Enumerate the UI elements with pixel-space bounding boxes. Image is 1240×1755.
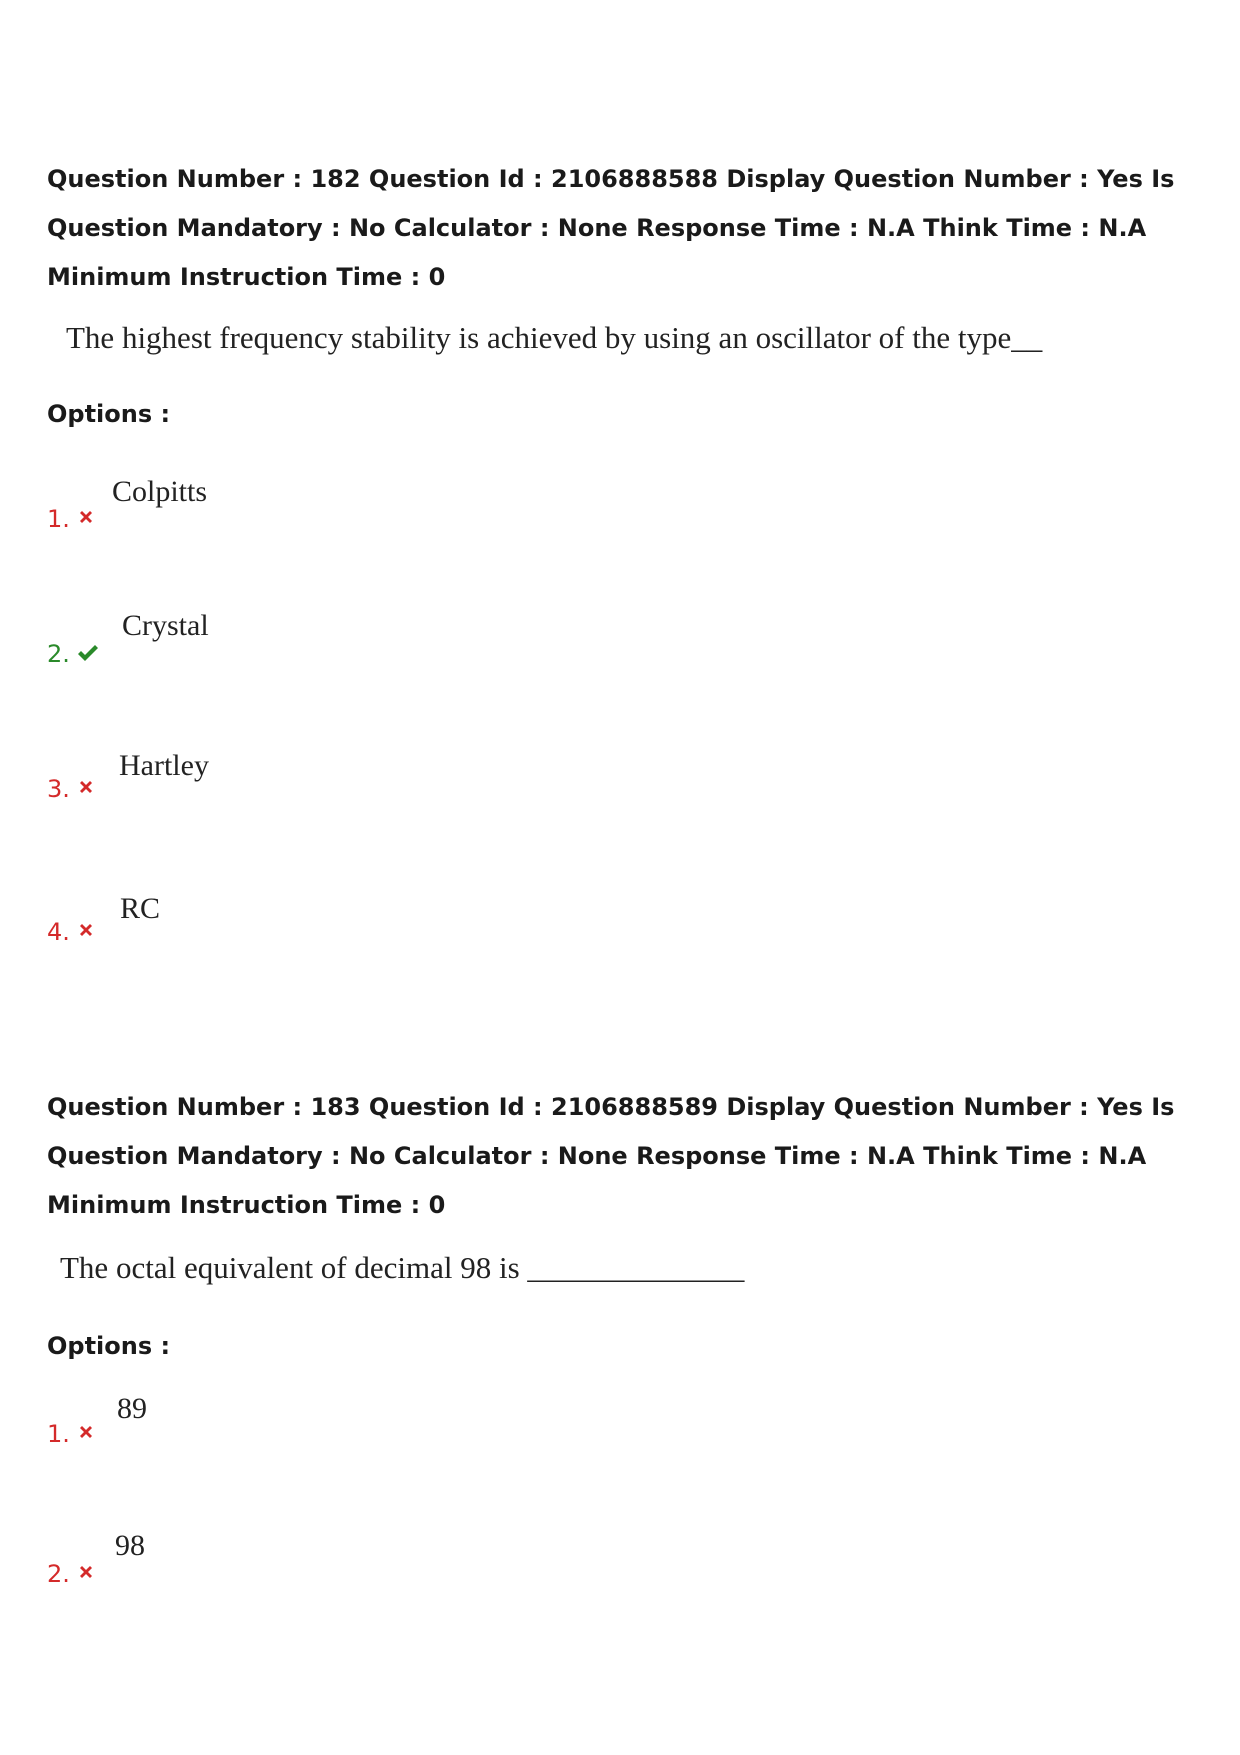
option-text: RC	[120, 892, 161, 925]
question-183-text: The octal equivalent of decimal 98 is ______________	[60, 1250, 745, 1285]
check-icon	[77, 643, 99, 663]
question-183-option-1	[47, 1392, 647, 1475]
question-182-header: Question Number : 182 Question Id : 2106888588 Display Question Number : Yes Is Question Mandatory : No Calculator : None Response Time : N.A Think Time : N.A Minimum Instruction Time : 0	[47, 165, 1175, 291]
option-text: Colpitts	[112, 475, 208, 508]
question-182-option-2	[47, 609, 647, 695]
cross-icon	[77, 508, 95, 526]
cross-icon	[77, 778, 95, 796]
cross-icon	[77, 1423, 95, 1441]
question-183-header: Question Number : 183 Question Id : 2106888589 Display Question Number : Yes Is Question Mandatory : No Calculator : None Response Time : N.A Think Time : N.A Minimum Instruction Time : 0	[47, 1093, 1175, 1219]
question-182-option-1	[47, 475, 647, 555]
option-number: 1.	[47, 505, 70, 533]
option-number: 2.	[47, 1560, 70, 1588]
question-182-options-label: Options :	[47, 400, 171, 428]
option-number: 3.	[47, 775, 70, 803]
question-182-option-4	[47, 892, 647, 975]
option-text: Hartley	[119, 749, 209, 782]
question-182-option-3	[47, 749, 647, 835]
option-number: 2.	[47, 640, 70, 668]
question-182-text: The highest frequency stability is achieved by using an oscillator of the type__	[66, 320, 1043, 355]
option-text: 89	[117, 1392, 147, 1425]
option-text: 98	[115, 1529, 145, 1562]
question-183-option-2	[47, 1529, 647, 1615]
option-text: Crystal	[122, 609, 209, 642]
option-number: 4.	[47, 918, 70, 946]
cross-icon	[77, 1563, 95, 1581]
question-183-options-label: Options :	[47, 1332, 171, 1360]
cross-icon	[77, 921, 95, 939]
option-number: 1.	[47, 1420, 70, 1448]
